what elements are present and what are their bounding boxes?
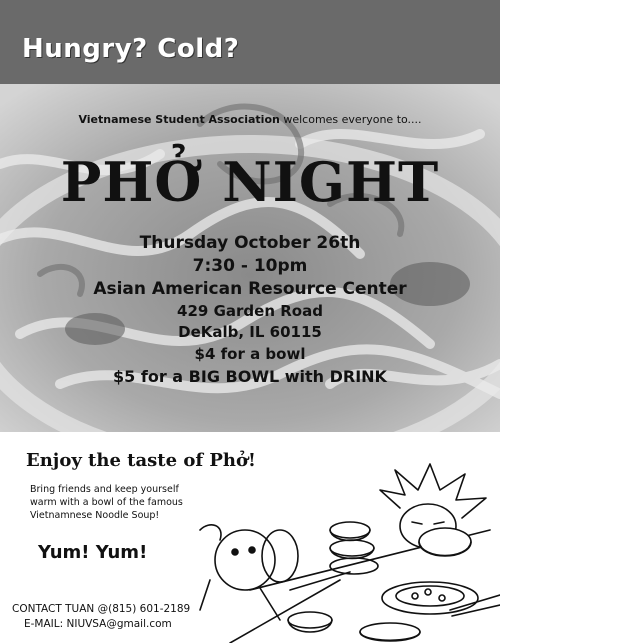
event-street: 429 Garden Road (177, 302, 323, 320)
contact-info (12, 602, 190, 632)
blurb-line: Bring friends and keep yourself (30, 484, 179, 495)
event-title: PHỞ NIGHT (60, 150, 440, 214)
organization-name: Vietnamese Student Association (78, 113, 280, 126)
contact-phone: CONTACT TUAN @(815) 601-2189 (12, 603, 191, 615)
blurb-line: Vietnamnese Noodle Soup! (30, 510, 160, 521)
intro-line (0, 113, 500, 126)
event-details (0, 232, 500, 389)
yum-text: Yum! Yum! (38, 542, 148, 563)
event-city: DeKalb, IL 60115 (178, 323, 322, 341)
header-title: Hungry? Cold? (22, 34, 240, 64)
promo-blurb (30, 483, 210, 522)
blurb-line: warm with a bowl of the famous (30, 497, 183, 508)
welcome-text: welcomes everyone to.... (283, 113, 422, 126)
promo-heading: Enjoy the taste of Phở! (26, 450, 256, 471)
event-date: Thursday October 26th (139, 233, 361, 253)
price-big-bowl: $5 for a BIG BOWL with DRINK (113, 367, 387, 386)
event-venue: Asian American Resource Center (93, 279, 407, 299)
header-band (0, 0, 500, 84)
eating-characters-icon (190, 460, 500, 643)
cartoon-illustration (190, 460, 500, 643)
contact-email: E-MAIL: NIUVSA@gmail.com (24, 618, 172, 630)
price-bowl: $4 for a bowl (194, 345, 306, 363)
event-time: 7:30 - 10pm (192, 256, 308, 276)
